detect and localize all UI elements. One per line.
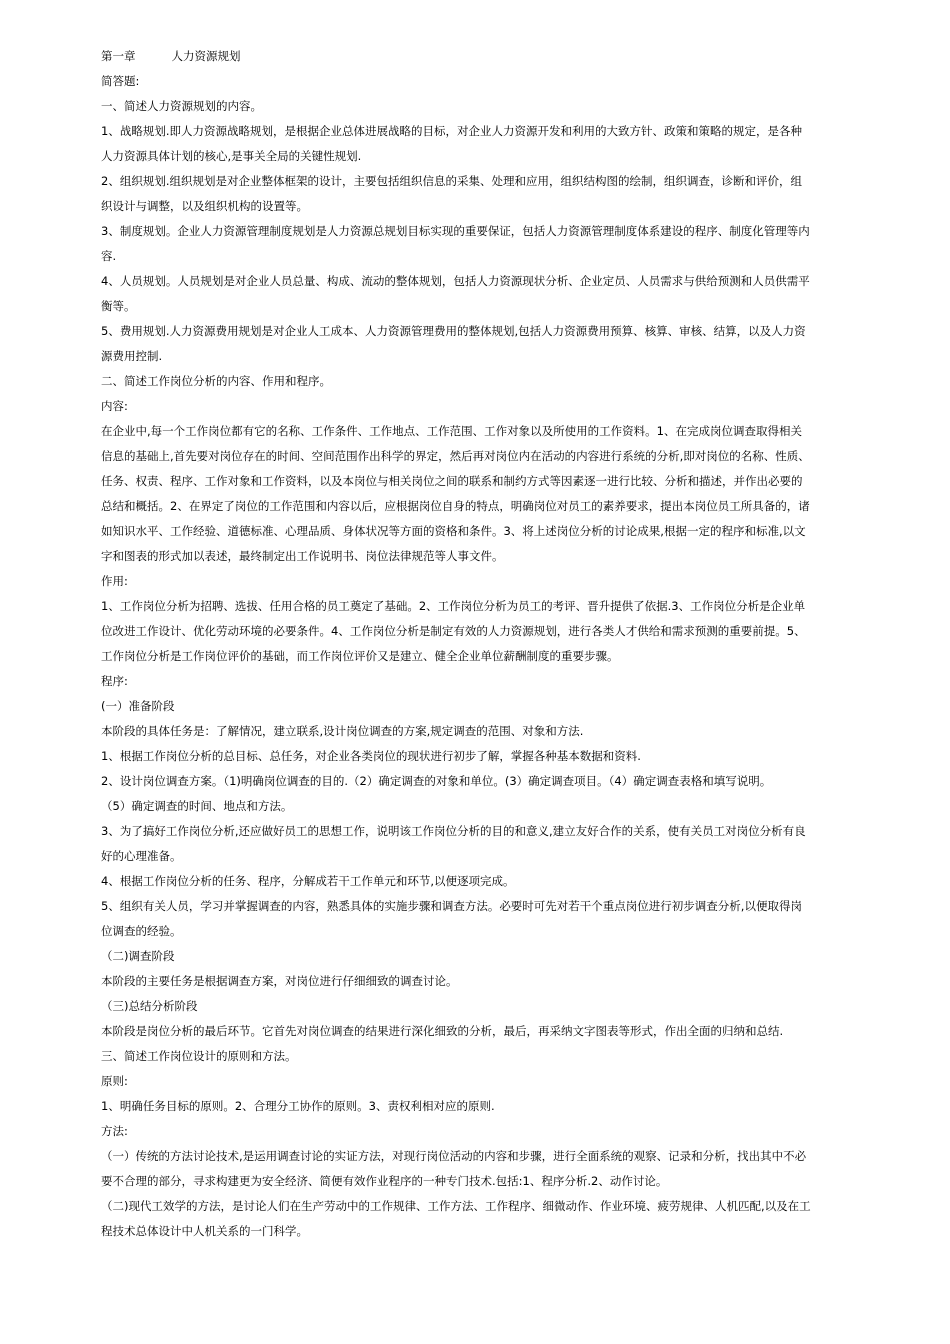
text-line: 本阶段的主要任务是根据调查方案，对岗位进行仔细细致的调查讨论。 [101,974,458,988]
text-line: (一）准备阶段 [101,699,175,713]
text-line: （一）传统的方法讨论技术,是运用调查讨论的实证方法，对现行岗位活动的内容和步骤，进行全面系统的观察、记录和分析，找出其中不必 [101,1149,807,1163]
text-line: 4、人员规划。人员规划是对企业人员总量、构成、流动的整体规划，包括人力资源现状分析、企业定员、人员需求与供给预测和人员供需平 [101,274,810,288]
text-line: 1、战略规划.即人力资源战略规划，是根据企业总体进展战略的目标，对企业人力资源开发和利用的大致方针、政策和策略的规定，是各种 [101,124,802,138]
text-line: 3、制度规划。企业人力资源管理制度规划是人力资源总规划目标实现的重要保证，包括人力资源管理制度体系建设的程序、制度化管理等内 [101,224,810,238]
text-line: 1、工作岗位分析为招聘、选拔、任用合格的员工奠定了基础。2、工作岗位分析为员工的考评、晋升提供了依据.3、工作岗位分析是企业单 [101,599,806,613]
text-line: （三)总结分析阶段 [101,999,198,1013]
text-line: 好的心理准备。 [101,849,182,863]
text-line: 本阶段的具体任务是：了解情况，建立联系,设计岗位调查的方案,规定调查的范围、对象和方法. [101,724,584,738]
text-line: 程技术总体设计中人机关系的一门科学。 [101,1224,308,1238]
text-line: 本阶段是岗位分析的最后环节。它首先对岗位调查的结果进行深化细致的分析，最后，再采纳文字图表等形式，作出全面的归纳和总结. [101,1024,784,1038]
text-line: 2、组织规划.组织规划是对企业整体框架的设计，主要包括组织信息的采集、处理和应用，组织结构图的绘制，组织调查，诊断和评价，组 [101,174,802,188]
text-line: 作用: [101,574,128,588]
text-line: 4、根据工作岗位分析的任务、程序，分解成若干工作单元和环节,以便逐项完成。 [101,874,515,888]
chapter-title: 人力资源规划 [171,49,241,63]
text-line: 源费用控制. [101,349,163,363]
text-line: 信息的基础上,首先要对岗位存在的时间、空间范围作出科学的界定，然后再对岗位内在活动的内容进行系统的分析,即对岗位的名称、性质、 [101,449,810,463]
text-line: 人力资源具体计划的核心,是事关全局的关键性规划. [101,149,362,163]
text-line: 一、简述人力资源规划的内容。 [101,99,262,113]
text-line: 容. [101,249,117,263]
document-page [101,44,891,1244]
text-line: 三、简述工作岗位设计的原则和方法。 [101,1049,297,1063]
text-line: 2、设计岗位调查方案。（1)明确岗位调查的目的.（2）确定调查的对象和单位。(3）确定调查项目。（4）确定调查表格和填写说明。 [101,774,772,788]
chapter-number: 第一章 [101,49,136,63]
text-line: 原则: [101,1074,128,1088]
text-line: 内容: [101,399,128,413]
text-line: 二、简述工作岗位分析的内容、作用和程序。 [101,374,331,388]
text-line: 5、费用规划.人力资源费用规划是对企业人工成本、人力资源管理费用的整体规划,包括人力资源费用预算、核算、审核、结算，以及人力资 [101,324,806,338]
document-body [101,94,891,1244]
text-line: 工作岗位分析是工作岗位评价的基础，而工作岗位评价又是建立、健全企业单位薪酬制度的重要步骤。 [101,649,619,663]
chapter-heading [101,44,891,69]
text-line: 3、为了搞好工作岗位分析,还应做好员工的思想工作，说明该工作岗位分析的目的和意义,建立友好合作的关系，使有关员工对岗位分析有良 [101,824,806,838]
text-line: （二)现代工效学的方法，是讨论人们在生产劳动中的工作规律、工作方法、工作程序、细微动作、作业环境、疲劳规律、人机匹配,以及在工 [101,1199,811,1213]
text-line: 方法: [101,1124,128,1138]
text-line: 衡等。 [101,299,136,313]
text-line: 程序: [101,674,128,688]
text-line: 位改进工作设计、优化劳动环境的必要条件。4、工作岗位分析是制定有效的人力资源规划，进行各类人才供给和需求预测的重要前提。5、 [101,624,806,638]
text-line: （5）确定调查的时间、地点和方法。 [101,799,293,813]
text-line: 任务、权责、程序、工作对象和工作资料，以及本岗位与相关岗位之间的联系和制约方式等因素逐一进行比较、分析和描述，并作出必要的 [101,474,803,488]
text-line: 字和图表的形式加以表述，最终制定出工作说明书、岗位法律规范等人事文件。 [101,549,504,563]
text-line: 要不合理的部分，寻求构建更为安全经济、简便有效作业程序的一种专门技术.包括:1、程序分析.2、动作讨论。 [101,1174,668,1188]
text-line: 位调查的经验。 [101,924,182,938]
text-line: 1、明确任务目标的原则。2、合理分工协作的原则。3、责权利相对应的原则. [101,1099,495,1113]
text-line: 如知识水平、工作经验、道德标准、心理品质、身体状况等方面的资格和条件。3、将上述岗位分析的讨论成果,根据一定的程序和标准,以文 [101,524,806,538]
text-line: 在企业中,每一个工作岗位都有它的名称、工作条件、工作地点、工作范围、工作对象以及所使用的工作资料。1、在完成岗位调查取得相关 [101,424,802,438]
text-line: 1、根据工作岗位分析的总目标、总任务，对企业各类岗位的现状进行初步了解，掌握各种基本数据和资料. [101,749,641,763]
section-label: 简答题: [101,74,140,88]
text-line: （二)调查阶段 [101,949,175,963]
text-line: 5、组织有关人员，学习并掌握调查的内容，熟悉具体的实施步骤和调查方法。必要时可先对若干个重点岗位进行初步调查分析,以便取得岗 [101,899,802,913]
text-line: 总结和概括。2、在界定了岗位的工作范围和内容以后，应根据岗位自身的特点，明确岗位对员工的素养要求，提出本岗位员工所具备的，诸 [101,499,810,513]
text-line: 织设计与调整，以及组织机构的设置等。 [101,199,308,213]
